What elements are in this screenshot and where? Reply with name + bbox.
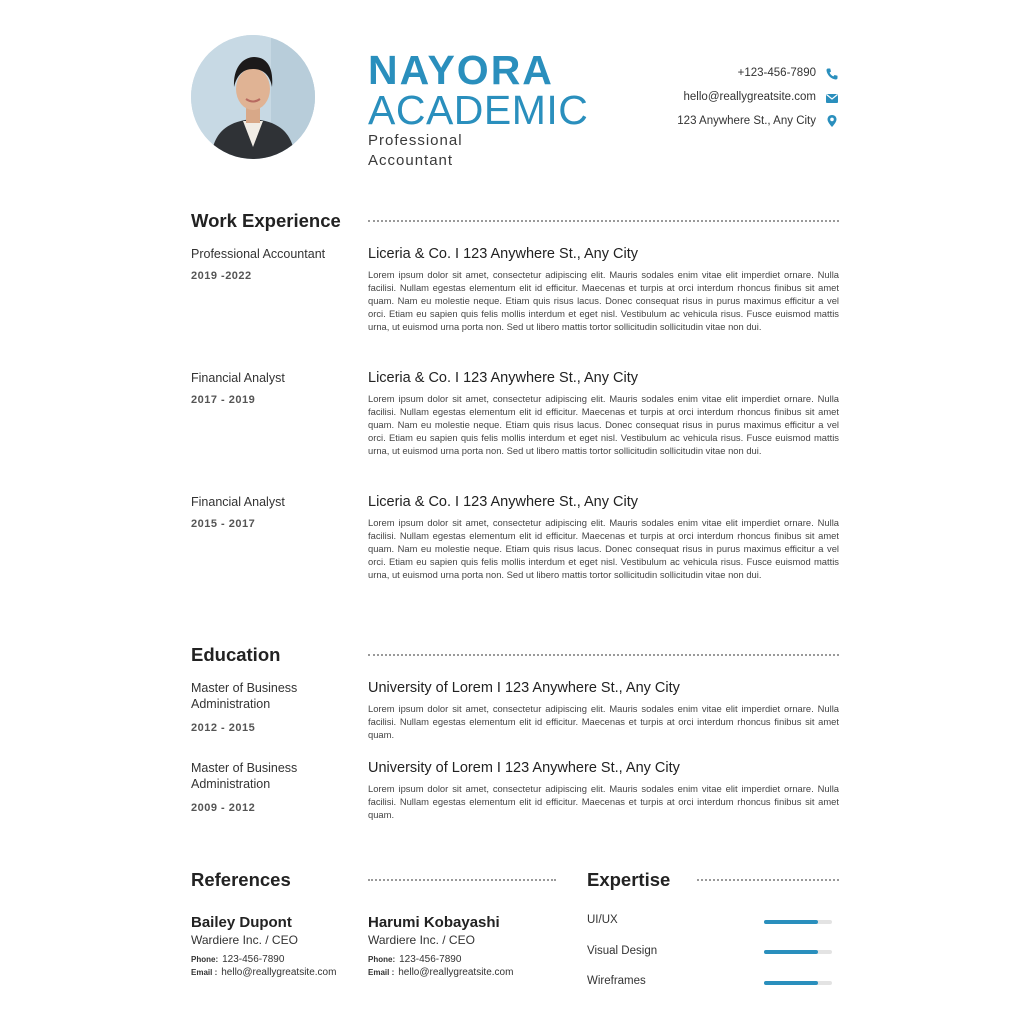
email-icon: [825, 91, 839, 105]
contact-phone: +123-456-7890: [737, 67, 816, 79]
last-name: ACADEMIC: [368, 87, 589, 133]
reference-email: hello@reallygreatsite.com: [221, 967, 337, 978]
job-role: Financial Analyst: [191, 371, 285, 385]
skill-bar: [764, 920, 832, 924]
degree: [191, 760, 356, 792]
job-role: Professional Accountant: [191, 247, 326, 261]
reference-phone-line: [368, 954, 513, 965]
reference-email-line: [191, 967, 336, 978]
skill-bar-fill: [764, 920, 818, 924]
degree-line1: Master of Business: [191, 761, 298, 775]
section-divider: [368, 654, 839, 656]
section-divider: [368, 220, 839, 222]
profile-photo: [191, 35, 315, 159]
job-years: 2017 - 2019: [191, 394, 256, 406]
reference-email-line: [368, 967, 513, 978]
job-description: Lorem ipsum dolor sit amet, consectetur adipiscing elit. Mauris sodales enim vitae elit imperdiet ornare. Nulla facilisi. Nullam egestas elementum elit id efficitur. Maecenas et turpis at orci interdum rhoncus finibus sit amet quam. Nam eu molestie neque. Etiam quis risus lacus. Donec consequat risus in purus maximus efficitur a vel orci. Etiam eu sapien quis felis mollis interdum et eget nisl. Vestibulum ac vehicula risus. Fusce euismod mattis urna, ut euismod urna porta non. Sed ut libero mattis tortor sollicitudin sollicitudin vitae non dui.: [368, 393, 839, 456]
job-description: Lorem ipsum dolor sit amet, consectetur adipiscing elit. Mauris sodales enim vitae elit imperdiet ornare. Nulla facilisi. Nullam egestas elementum elit id efficitur. Maecenas et turpis at orci interdum rhoncus finibus sit amet quam. Nam eu molestie neque. Etiam quis risus lacus. Donec consequat risus in purus maximus efficitur a vel orci. Etiam eu sapien quis felis mollis interdum et eget nisl. Vestibulum ac vehicula risus. Fusce euismod mattis urna, ut euismod urna porta non. Sed ut libero mattis tortor sollicitudin sollicitudin vitae non dui.: [368, 269, 839, 332]
education-school: University of Lorem I 123 Anywhere St., Any City: [368, 680, 680, 696]
reference-phone-line: [191, 954, 336, 965]
location-pin-icon: [825, 114, 839, 128]
reference-company: Wardiere Inc. / CEO: [191, 933, 298, 947]
job-company: Liceria & Co. I 123 Anywhere St., Any City: [368, 246, 638, 262]
degree-line1: Master of Business: [191, 681, 298, 695]
education-years: 2009 - 2012: [191, 802, 256, 814]
education-school: University of Lorem I 123 Anywhere St., Any City: [368, 760, 680, 776]
education-description: Lorem ipsum dolor sit amet, consectetur adipiscing elit. Mauris sodales enim vitae elit imperdiet ornare. Nulla facilisi. Nullam egestas elementum elit id efficitur. Maecenas et turpis at orci interdum rhoncus finibus sit amet quam.: [368, 703, 839, 740]
person-portrait-icon: [191, 35, 315, 159]
section-divider: [368, 879, 556, 881]
skill-name: UI/UX: [587, 914, 618, 926]
skill-bar: [764, 981, 832, 985]
skill-bar-fill: [764, 981, 818, 985]
reference-phone: 123-456-7890: [222, 954, 285, 965]
skill-name: Visual Design: [587, 945, 658, 957]
reference-phone-label: Phone:: [191, 955, 219, 964]
degree-line2: Administration: [191, 777, 271, 791]
job-title-line2: Accountant: [368, 152, 454, 169]
phone-icon: [825, 67, 839, 81]
job-years: 2015 - 2017: [191, 518, 256, 530]
education-description: Lorem ipsum dolor sit amet, consectetur adipiscing elit. Mauris sodales enim vitae elit imperdiet ornare. Nulla facilisi. Nullam egestas elementum elit id efficitur. Maecenas et turpis at orci interdum rhoncus finibus sit amet quam.: [368, 783, 839, 820]
degree: [191, 680, 356, 712]
reference-phone-label: Phone:: [368, 955, 396, 964]
reference-name: Bailey Dupont: [191, 914, 292, 931]
work-experience-heading: Work Experience: [191, 210, 341, 231]
job-years: 2019 -2022: [191, 270, 252, 282]
education-years: 2012 - 2015: [191, 722, 256, 734]
education-heading: Education: [191, 644, 281, 665]
reference-card: [191, 914, 336, 978]
job-title-line1: Professional: [368, 132, 463, 149]
skill-bar: [764, 950, 832, 954]
reference-email-label: Email :: [191, 968, 218, 977]
job-description: Lorem ipsum dolor sit amet, consectetur adipiscing elit. Mauris sodales enim vitae elit imperdiet ornare. Nulla facilisi. Nullam egestas elementum elit id efficitur. Maecenas et turpis at orci interdum rhoncus finibus sit amet quam. Nam eu molestie neque. Etiam quis risus lacus. Donec consequat risus in purus maximus efficitur a vel orci. Etiam eu sapien quis felis mollis interdum et eget nisl. Vestibulum ac vehicula risus. Fusce euismod mattis urna, ut euismod urna porta non. Sed ut libero mattis tortor sollicitudin sollicitudin vitae non dui.: [368, 517, 839, 580]
references-heading: References: [191, 869, 291, 890]
first-name: NAYORA: [368, 47, 554, 93]
job-role: Financial Analyst: [191, 495, 285, 509]
reference-phone: 123-456-7890: [399, 954, 462, 965]
contact-email: hello@reallygreatsite.com: [683, 91, 816, 103]
job-company: Liceria & Co. I 123 Anywhere St., Any City: [368, 494, 638, 510]
skill-bar-fill: [764, 950, 818, 954]
reference-email-label: Email :: [368, 968, 395, 977]
skill-name: Wireframes: [587, 975, 646, 987]
job-company: Liceria & Co. I 123 Anywhere St., Any City: [368, 370, 638, 386]
reference-card: [368, 914, 513, 978]
section-divider: [697, 879, 839, 881]
reference-company: Wardiere Inc. / CEO: [368, 933, 475, 947]
reference-email: hello@reallygreatsite.com: [398, 967, 514, 978]
degree-line2: Administration: [191, 697, 271, 711]
contact-address: 123 Anywhere St., Any City: [677, 115, 816, 127]
reference-name: Harumi Kobayashi: [368, 914, 500, 931]
expertise-heading: Expertise: [587, 869, 671, 890]
job-title: [368, 131, 463, 171]
